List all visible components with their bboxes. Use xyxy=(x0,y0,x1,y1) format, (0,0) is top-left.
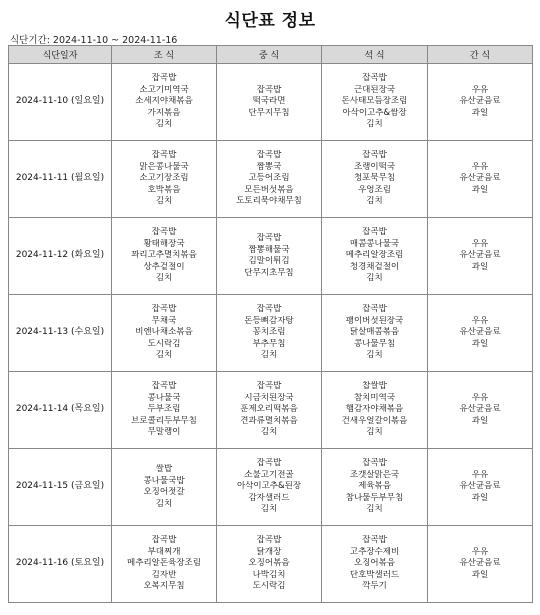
menu-item: 김치 xyxy=(155,196,173,207)
menu-item: 부대찌개 xyxy=(147,546,181,557)
menu-item: 잡곡밥 xyxy=(151,535,177,546)
menu-item: 잡곡밥 xyxy=(256,233,282,243)
header-lunch: 중 식 xyxy=(217,46,322,64)
meal-table-body xyxy=(9,64,533,603)
menu-item: 깍두기 xyxy=(362,581,387,592)
menu-item: 도시락김 xyxy=(252,581,286,592)
menu-item: 김치 xyxy=(366,273,383,284)
menu-item: 잡곡밥 xyxy=(256,458,282,469)
lunch-cell xyxy=(217,449,322,526)
lunch-cell xyxy=(217,218,322,295)
dinner-cell xyxy=(322,295,428,372)
menu-item: 고등어조림 xyxy=(248,173,290,184)
menu-item: 견과류멸치볶음 xyxy=(240,415,298,426)
menu-item: 잡곡밥 xyxy=(362,535,387,546)
breakfast-cell xyxy=(112,526,217,603)
menu-item: 우유 xyxy=(471,84,489,95)
snack-cell xyxy=(428,295,533,372)
menu-item: 유산균음료 xyxy=(459,327,501,338)
snack-cell xyxy=(428,141,533,218)
menu-item: 햄감자야채볶음 xyxy=(345,404,404,415)
menu-item: 김치 xyxy=(155,498,173,509)
menu-item: 우유 xyxy=(471,546,489,557)
menu-item: 훈제오리떡볶음 xyxy=(240,404,298,415)
menu-item: 과일 xyxy=(471,569,489,580)
menu-item: 김말이튀김 xyxy=(248,256,290,266)
menu-item: 돈사태모듬장조림 xyxy=(341,96,408,107)
menu-item: 맑은콩나물국 xyxy=(139,161,189,172)
menu-item: 아삭이고추&된장 xyxy=(236,481,302,492)
breakfast-cell xyxy=(112,295,217,372)
menu-item: 잡곡밥 xyxy=(151,304,177,315)
meal-date-cell: 2024-11-10 (일요일) xyxy=(9,64,112,141)
snack-cell xyxy=(428,64,533,141)
breakfast-cell xyxy=(112,141,217,218)
menu-item: 유산균음료 xyxy=(459,404,501,415)
dinner-cell xyxy=(322,449,428,526)
menu-item: 근대된장국 xyxy=(353,84,396,95)
table-row xyxy=(9,141,533,218)
menu-item: 김자반 xyxy=(151,569,177,580)
menu-item: 돈등뼈감자탕 xyxy=(244,315,294,326)
header-snack: 간 식 xyxy=(428,46,533,64)
meal-date-cell: 2024-11-13 (수요일) xyxy=(9,295,112,372)
menu-item: 김치 xyxy=(366,196,383,207)
menu-item: 우유 xyxy=(471,469,489,480)
menu-item: 두부조림 xyxy=(147,404,181,415)
menu-item: 단무지초무침 xyxy=(244,267,294,278)
menu-item: 우유 xyxy=(471,392,489,403)
menu-item: 잡곡밥 xyxy=(256,304,282,315)
menu-item: 잡곡밥 xyxy=(256,84,282,95)
dinner-cell xyxy=(322,141,428,218)
menu-item: 황태해장국 xyxy=(143,238,185,249)
table-row xyxy=(9,372,533,449)
menu-item: 김치 xyxy=(260,504,278,515)
menu-item: 잡곡밥 xyxy=(151,150,177,161)
menu-item: 오징어볶음 xyxy=(248,558,290,569)
menu-item: 잡곡밥 xyxy=(362,458,387,469)
menu-item: 오복지무침 xyxy=(143,581,185,592)
menu-item: 잡곡밥 xyxy=(362,304,387,315)
menu-item: 짬뽕해물국 xyxy=(248,244,290,255)
menu-item: 잡곡밥 xyxy=(362,227,387,238)
menu-item: 닭개장 xyxy=(256,546,282,557)
menu-item: 부추무침 xyxy=(252,338,286,349)
snack-cell xyxy=(428,218,533,295)
menu-item: 김치 xyxy=(155,350,173,361)
menu-item: 아삭이고추&쌈장 xyxy=(342,107,407,118)
dinner-cell xyxy=(322,372,428,449)
meal-date-cell: 2024-11-16 (토요일) xyxy=(9,526,112,603)
menu-item: 잡곡밥 xyxy=(151,381,177,392)
menu-item: 청경채겉절이 xyxy=(349,261,400,272)
header-dinner: 석 식 xyxy=(322,46,428,64)
menu-item: 조랭이떡국 xyxy=(353,161,396,172)
menu-item: 과일 xyxy=(471,261,489,272)
meal-period: 식단기간: 2024-11-10 ~ 2024-11-16 xyxy=(10,35,178,46)
menu-item: 우엉조림 xyxy=(358,184,391,195)
menu-item: 유산균음료 xyxy=(459,481,501,492)
menu-item: 과일 xyxy=(471,492,489,503)
menu-item: 도토리묵야채무침 xyxy=(236,196,302,207)
menu-item: 짬뽕국 xyxy=(256,161,282,172)
breakfast-cell xyxy=(112,372,217,449)
menu-item: 꽁치조림 xyxy=(252,327,286,338)
snack-cell xyxy=(428,449,533,526)
table-row xyxy=(9,218,533,295)
menu-item: 김치 xyxy=(260,427,278,438)
menu-item: 우유 xyxy=(471,161,489,172)
menu-item: 과일 xyxy=(471,338,489,349)
menu-item: 김치 xyxy=(155,119,173,130)
menu-item: 오징어젓갈 xyxy=(143,487,185,497)
menu-item: 시금치된장국 xyxy=(244,392,294,403)
lunch-cell xyxy=(217,526,322,603)
snack-cell xyxy=(428,526,533,603)
menu-item: 떡국라면 xyxy=(252,96,286,107)
menu-item: 잡곡밥 xyxy=(151,73,177,84)
menu-item: 우유 xyxy=(471,315,489,326)
menu-item: 조갯살맑은국 xyxy=(349,469,400,480)
menu-item: 단무지무침 xyxy=(248,107,290,118)
menu-item: 콩나물국밥 xyxy=(143,475,185,486)
breakfast-cell xyxy=(112,218,217,295)
menu-item: 유산균음료 xyxy=(459,558,501,569)
menu-item: 소고기장조림 xyxy=(139,173,189,184)
menu-item: 무채국 xyxy=(151,315,177,326)
menu-item: 닭살매콤볶음 xyxy=(349,327,400,338)
menu-item: 고추장수제비 xyxy=(349,546,400,557)
menu-item: 제육볶음 xyxy=(358,481,391,492)
menu-item: 메추리알돈육장조림 xyxy=(127,558,201,569)
menu-item: 콩나물국 xyxy=(147,392,181,403)
menu-item: 콩나물무침 xyxy=(353,338,396,349)
menu-item: 브로콜리두부무침 xyxy=(131,415,197,426)
menu-item: 꽈리고추멸치볶음 xyxy=(131,250,197,261)
menu-item: 잡곡밥 xyxy=(151,227,177,238)
breakfast-cell xyxy=(112,64,217,141)
menu-item: 김치 xyxy=(155,273,173,284)
menu-item: 청포묵무침 xyxy=(353,173,396,184)
menu-item: 유산균음료 xyxy=(459,173,501,184)
menu-item: 오징어볶음 xyxy=(353,558,396,569)
menu-item: 유산균음료 xyxy=(459,96,501,107)
lunch-cell xyxy=(217,295,322,372)
menu-item: 과일 xyxy=(471,184,489,195)
menu-item: 매콤콩나물국 xyxy=(349,238,400,249)
menu-item: 비엔나채소볶음 xyxy=(135,327,193,338)
menu-item: 잡곡밥 xyxy=(362,150,387,161)
menu-item: 유산균음료 xyxy=(459,250,501,261)
header-breakfast: 조 식 xyxy=(112,46,217,64)
menu-item: 김치 xyxy=(366,427,383,438)
menu-item: 과일 xyxy=(471,415,489,426)
menu-item: 참나물두부무침 xyxy=(345,492,404,503)
menu-item: 가지볶음 xyxy=(147,107,181,118)
lunch-cell xyxy=(217,141,322,218)
snack-cell xyxy=(428,372,533,449)
menu-item: 잡곡밥 xyxy=(256,150,282,161)
menu-item: 상추겉절이 xyxy=(143,261,185,272)
meal-date-cell: 2024-11-14 (목요일) xyxy=(9,372,112,449)
meal-table-header xyxy=(9,46,533,64)
meal-table xyxy=(8,45,533,603)
lunch-cell xyxy=(217,372,322,449)
table-row xyxy=(9,64,533,141)
menu-item: 김치 xyxy=(366,350,383,361)
menu-item: 호박볶음 xyxy=(147,184,181,195)
meal-date-cell: 2024-11-12 (화요일) xyxy=(9,218,112,295)
menu-item: 건새우얼갈이볶음 xyxy=(341,415,408,426)
table-row xyxy=(9,449,533,526)
menu-item: 팽이버섯된장국 xyxy=(345,315,404,326)
menu-item: 나박김치 xyxy=(252,569,286,580)
meal-date-cell: 2024-11-15 (금요일) xyxy=(9,449,112,526)
menu-item: 감자샐러드 xyxy=(248,492,290,503)
menu-item: 모든버섯볶음 xyxy=(244,184,294,195)
menu-item: 참치미역국 xyxy=(353,392,396,403)
menu-item: 잡곡밥 xyxy=(256,535,282,546)
menu-item: 과일 xyxy=(471,107,489,118)
table-row xyxy=(9,295,533,372)
header-date: 식단일자 xyxy=(9,46,112,64)
table-row xyxy=(9,526,533,603)
menu-item: 소고기미역국 xyxy=(139,84,189,95)
lunch-cell xyxy=(217,64,322,141)
menu-item: 잡곡밥 xyxy=(256,381,282,392)
menu-item: 쌀밥 xyxy=(155,464,173,474)
breakfast-cell xyxy=(112,449,217,526)
menu-item: 단호박샐러드 xyxy=(349,569,400,580)
menu-item: 소불고기전골 xyxy=(244,469,294,480)
menu-item: 메추리알장조림 xyxy=(345,250,404,261)
menu-item: 도시락김 xyxy=(147,338,181,349)
menu-item: 김치 xyxy=(366,119,383,130)
menu-item: 잡곡밥 xyxy=(362,73,387,84)
menu-item: 찹쌀밥 xyxy=(362,381,387,392)
menu-item: 소세지야채볶음 xyxy=(135,96,193,107)
page-title: 식단표 정보 xyxy=(224,11,316,31)
dinner-cell xyxy=(322,218,428,295)
menu-item: 우유 xyxy=(471,238,489,249)
dinner-cell xyxy=(322,64,428,141)
meal-date-cell: 2024-11-11 (월요일) xyxy=(9,141,112,218)
menu-item: 김치 xyxy=(366,504,383,515)
menu-item: 김치 xyxy=(260,350,278,361)
menu-item: 무말랭이 xyxy=(147,427,181,438)
dinner-cell xyxy=(322,526,428,603)
